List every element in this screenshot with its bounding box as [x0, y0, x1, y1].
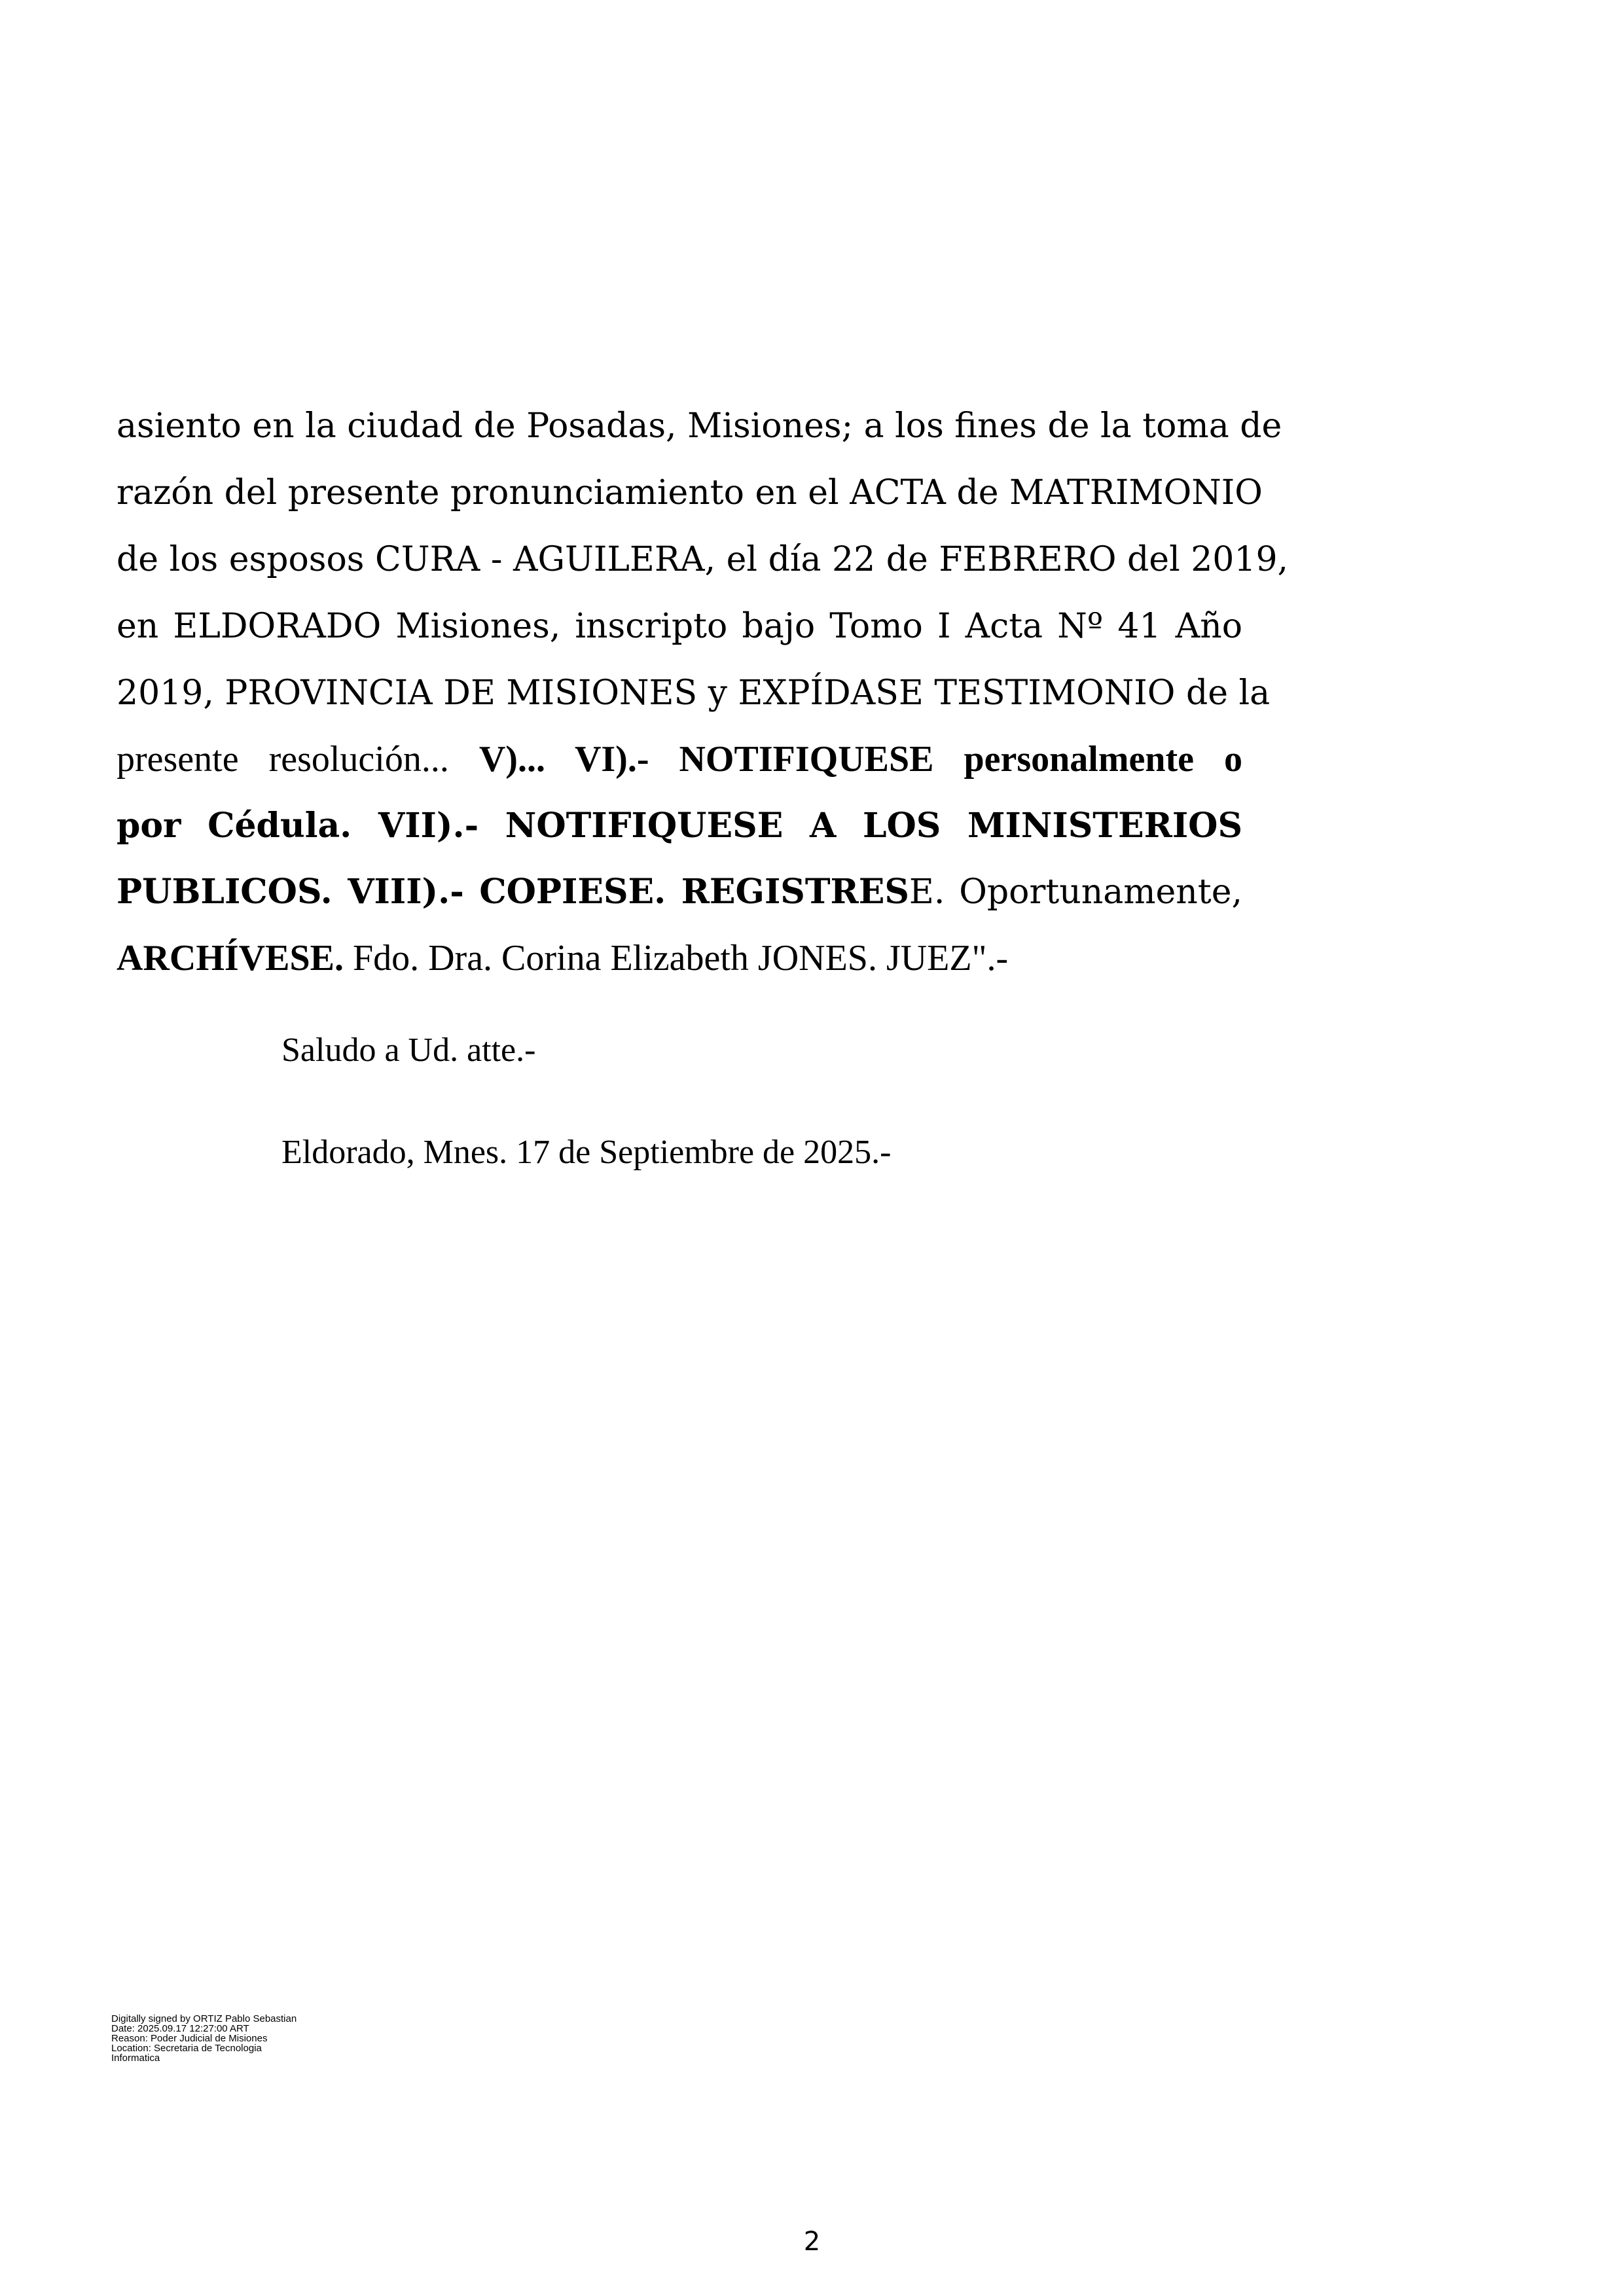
text-segment: Fdo. Dra. Corina Elizabeth JONES. JUEZ".-	[343, 938, 1009, 978]
page-number: 2	[803, 2227, 821, 2257]
salutation: Saludo a Ud. atte.-	[281, 1031, 536, 1069]
text-segment: de los esposos CURA - AGUILERA, el día 22 de FEBRERO del 2019,	[117, 540, 1289, 579]
bold-text-segment: PUBLICOS. VIII).- COPIESE. REGISTRES	[117, 872, 909, 912]
bold-text-segment: V)... VI).- NOTIFIQUESE personalmente o	[478, 739, 1242, 780]
text-line	[117, 393, 1282, 459]
signature-reason: Reason: Poder Judicial de Misiones	[111, 2033, 268, 2044]
signature-date: Date: 2025.09.17 12:27:00 ART	[111, 2023, 249, 2034]
bold-text-segment: por Cédula. VII).- NOTIFIQUESE A LOS MINISTERIOS	[117, 806, 1242, 846]
text-line	[117, 925, 1242, 992]
signature-location: Location: Secretaria de Tecnologia	[111, 2043, 262, 2054]
text-segment: razón del presente pronunciamiento en el ACTA de MATRIMONIO	[117, 473, 1263, 512]
text-segment: asiento en la ciudad de Posadas, Misiones; a los fines de la toma de	[117, 406, 1282, 446]
text-line	[117, 859, 1242, 925]
text-segment: E. Oportunamente,	[909, 872, 1242, 912]
place-and-date: Eldorado, Mnes. 17 de Septiembre de 2025.-	[281, 1134, 892, 1171]
text-line	[117, 459, 1263, 526]
text-segment: 2019, PROVINCIA DE MISIONES y EXPÍDASE TESTIMONIO de la	[117, 673, 1271, 713]
text-segment: presente resolución...	[117, 739, 479, 780]
digital-signature-block	[111, 2014, 373, 2063]
signature-signer: Digitally signed by ORTIZ Pablo Sebastian	[111, 2013, 297, 2024]
resolution-text	[117, 393, 1289, 992]
text-line	[117, 660, 1271, 726]
signature-location-cont: Informatica	[111, 2053, 160, 2064]
text-line	[117, 726, 1242, 793]
text-line	[117, 793, 1242, 859]
text-line	[117, 526, 1289, 593]
text-segment: en ELDORADO Misiones, inscripto bajo Tomo I Acta Nº 41 Año	[117, 607, 1242, 646]
bold-text-segment: ARCHÍVESE.	[117, 938, 344, 978]
text-line	[117, 593, 1242, 660]
